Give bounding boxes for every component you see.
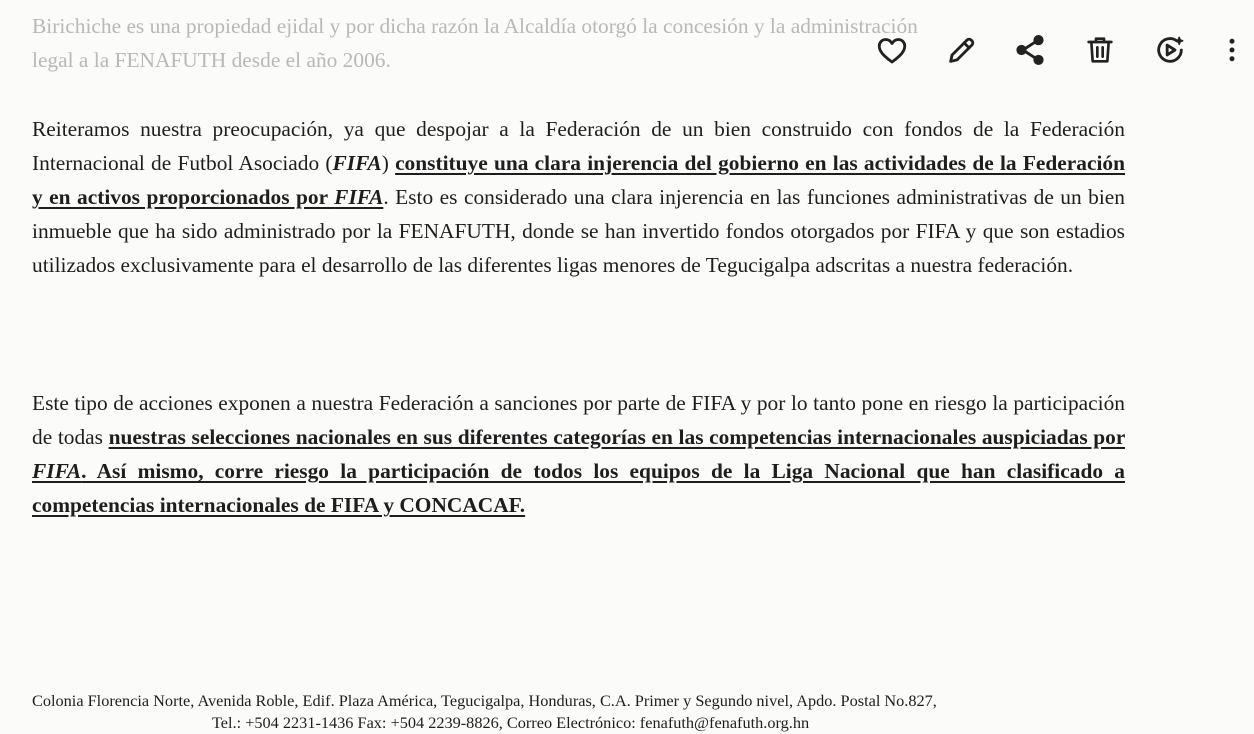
- pencil-icon: [945, 33, 979, 67]
- share-button[interactable]: [1008, 28, 1052, 72]
- p2-text-1: Reiteramos nuestra preocupación, ya que despojar a la Federación de un bien construido con fondos de la Federación Internacional de Futbol Asociado (: [32, 117, 1125, 175]
- paragraph-3: [32, 386, 1125, 522]
- p3-underlined-text: nuestras selecciones nacionales en sus diferentes categorías en las competencias internacionales auspiciadas por: [108, 425, 1125, 449]
- p2-fifa: FIFA: [332, 151, 382, 175]
- p2-underlined-fifa: FIFA: [334, 185, 384, 209]
- delete-button[interactable]: [1078, 28, 1122, 72]
- p3-text-1: Este tipo de acciones exponen a nuestra Federación a sanciones por parte de FIFA y por lo tanto pone en riesgo la participación de todas: [32, 391, 1125, 449]
- p3-underlined-text-2: . Así mismo, corre riesgo la participación de todos los equipos de la Liga Nacional que han clasificado a competencias internacionales de FIFA y CONCACAF.: [32, 459, 1125, 517]
- faded-line-2: legal a la FENAFUTH desde el año 2006.: [32, 48, 391, 72]
- p2-text-2: ): [381, 151, 396, 175]
- p3-underlined-fifa: FIFA: [32, 459, 82, 483]
- heart-icon: [875, 33, 909, 67]
- faded-line-1: Birichiche es una propiedad ejidal y por dicha razón la Alcaldía otorgó la concesión y la administración: [32, 14, 918, 38]
- p3-underlined: [32, 425, 1125, 517]
- faded-paragraph: [32, 9, 918, 77]
- trash-icon: [1084, 34, 1116, 66]
- more-options-button[interactable]: [1210, 28, 1254, 72]
- share-icon: [1013, 33, 1047, 67]
- enhance-play-button[interactable]: [1148, 28, 1192, 72]
- edit-button[interactable]: [940, 28, 984, 72]
- footer-line-1: Colonia Florencia Norte, Avenida Roble, Edif. Plaza América, Tegucigalpa, Honduras, C.A. Primer y Segundo nivel, Apdo. Postal No.827,: [32, 691, 937, 710]
- paragraph-2: [32, 112, 1125, 282]
- play-enhance-icon: [1153, 33, 1187, 67]
- p2-text-3: . Esto es considerado una clara injerencia en las funciones administrativas de un bien inmueble que ha sido administrado por la FENAFUTH, donde se han invertido fondos otorgados por FIFA y que son estadios utilizados exclusivamente para el desarrollo de las diferentes ligas menores de Tegucigalpa adscritas a nuestra federación.: [32, 185, 1125, 277]
- footer-address: [32, 690, 1132, 734]
- footer-line-2: Tel.: +504 2231-1436 Fax: +504 2239-8826, Correo Electrónico: fenafuth@fenafuth.org.hn: [212, 713, 810, 732]
- p2-underlined-text: constituye una clara injerencia del gobierno en las actividades de la Federación y en activos proporcionados por: [32, 151, 1126, 209]
- favorite-button[interactable]: [870, 28, 914, 72]
- more-vertical-icon: [1217, 33, 1247, 67]
